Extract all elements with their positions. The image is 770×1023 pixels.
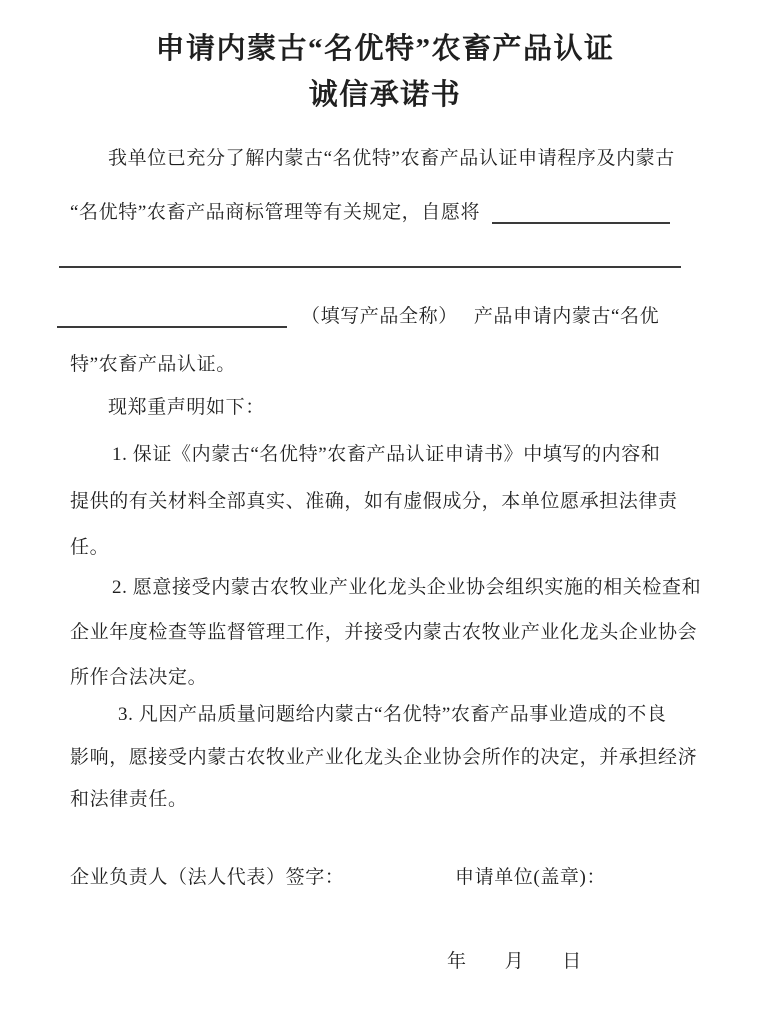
declaration-item2-line1: 2. 愿意接受内蒙古农牧业产业化龙头企业协会组织实施的相关检查和 xyxy=(112,577,702,598)
product-name-blank-start xyxy=(492,216,670,224)
date-year-label: 年 xyxy=(447,951,467,972)
intro-paragraph-line2-text: “名优特”农畜产品商标管理等有关规定，自愿将 xyxy=(70,202,481,223)
product-name-line xyxy=(57,304,659,330)
product-name-caption: （填写产品全称） xyxy=(301,306,458,327)
date-month-label: 月 xyxy=(504,951,525,972)
product-name-blank-end xyxy=(57,320,287,328)
intro-paragraph-line1: 我单位已充分了解内蒙古“名优特”农畜产品认证申请程序及内蒙古 xyxy=(108,148,675,169)
declaration-item1-line1: 1. 保证《内蒙古“名优特”农畜产品认证申请书》中填写的内容和 xyxy=(112,444,661,465)
date-day-label: 日 xyxy=(562,951,582,972)
declaration-heading: 现郑重声明如下： xyxy=(108,397,265,418)
signer-label: 企业负责人（法人代表）签字： xyxy=(70,867,345,888)
product-name-blank-fullwidth xyxy=(59,266,681,268)
declaration-item2-line3: 所作合法决定。 xyxy=(70,667,208,688)
document-title-line2: 诚信承诺书 xyxy=(308,79,462,111)
product-line-rest: 产品申请内蒙古“名优 xyxy=(473,306,660,327)
date-line xyxy=(447,949,582,975)
declaration-item3-line3: 和法律责任。 xyxy=(70,789,188,810)
declaration-item3-line1: 3. 凡因产品质量问题给内蒙古“名优特”农畜产品事业造成的不良 xyxy=(118,704,667,725)
declaration-item3-line2: 影响，愿接受内蒙古农牧业产业化龙头企业协会所作的决定，并承担经济 xyxy=(70,747,698,768)
declaration-item1-line3: 任。 xyxy=(70,537,110,558)
product-line-end: 特”农畜产品认证。 xyxy=(70,354,236,375)
document-title-line1: 申请内蒙古“名优特”农畜产品认证 xyxy=(155,33,615,65)
intro-paragraph-line2 xyxy=(70,200,670,226)
declaration-item2-line2: 企业年度检查等监督管理工作，并接受内蒙古农牧业产业化龙头企业协会 xyxy=(70,622,698,643)
declaration-item1-line2: 提供的有关材料全部真实、准确，如有虚假成分，本单位愿承担法律责 xyxy=(70,491,678,512)
applicant-seal-label: 申请单位(盖章)： xyxy=(455,867,607,888)
